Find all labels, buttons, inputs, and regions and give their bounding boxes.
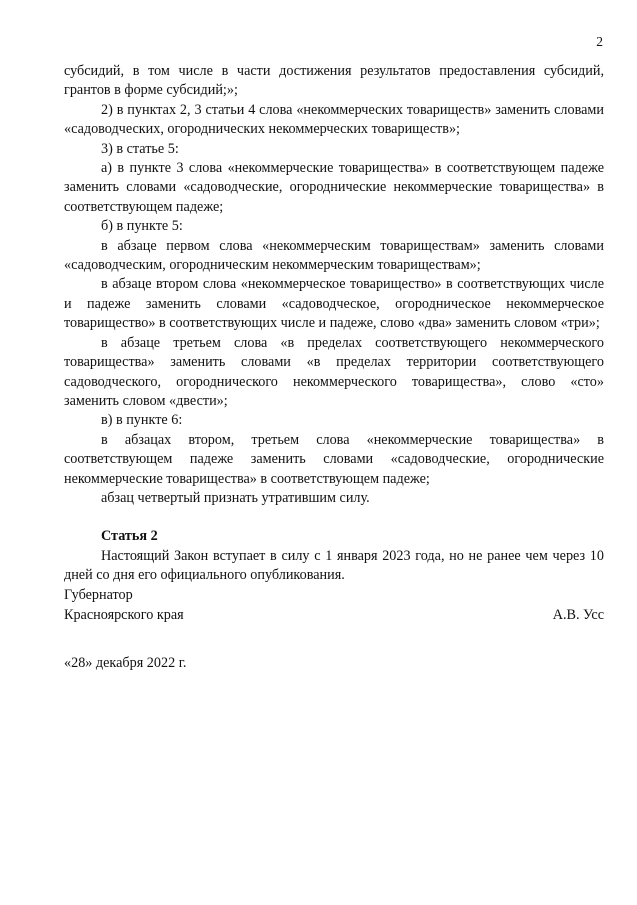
paragraph-v-abzac-2-3: в абзацах втором, третьем слова «некоммерческие товарищества» в соответствующем падеже заменить словами «садоводческие, огороднические некоммерческие товарищества» в соответствующем падеже; (64, 431, 604, 487)
paragraph-subitem-v: в) в пункте 6: (101, 412, 183, 429)
document-body (64, 62, 604, 586)
article-2-text: Настоящий Закон вступает в силу с 1 января 2023 года, но не ранее чем через 10 дней со дня его официального опубликования. (64, 547, 604, 584)
signature-row (64, 605, 604, 625)
paragraph-v-abzac-4: абзац четвертый признать утратившим силу. (101, 489, 370, 506)
paragraph-b-abzac-1: в абзаце первом слова «некоммерческим товариществам» заменить словами «садоводческим, огородническим некоммерческим товариществам»; (64, 237, 604, 274)
paragraph-subitem-a: а) в пункте 3 слова «некоммерческие товарищества» в соответствующем падеже заменить словами «садоводческие, огороднические некоммерческие товарищества» в соответствующем падеже; (64, 160, 604, 215)
page-number: 2 (596, 34, 603, 49)
paragraph-b-abzac-3: в абзаце третьем слова «в пределах соответствующего некоммерческого товарищества» заменить словами «в пределах территории соответствующего садоводческого, огороднического некоммерческого товарищества», слово «сто» заменить словом «двести»; (64, 334, 604, 409)
signatory-name: А.В. Усс (552, 607, 604, 623)
paragraph-item-3: 3) в статье 5: (101, 140, 179, 157)
paragraph-b-abzac-2: в абзаце втором слова «некоммерческое товарищество» в соответствующих числе и падеже заменить словами «садоводческое, огородническое некоммерческое товарищество» в соответствующих числе и падеже, слово «два» заменить словом «три»; (64, 276, 604, 332)
signatory-title-line1: Губернатор (64, 587, 133, 603)
article-2-heading: Статья 2 (101, 528, 158, 545)
signing-date: «28» декабря 2022 г. (64, 655, 187, 671)
paragraph-subitem-b: б) в пункте 5: (101, 218, 183, 235)
paragraph-item-2: 2) в пунктах 2, 3 статьи 4 слова «некоммерческих товариществ» заменить словами «садоводческих, огороднических некоммерческих товариществ»; (64, 101, 604, 138)
signature-block (64, 585, 604, 625)
paragraph-continuation: субсидий, в том числе в части достижения результатов предоставления субсидий, грантов в форме субсидий;»; (64, 63, 604, 99)
signatory-title-line2: Красноярского края (64, 607, 184, 623)
